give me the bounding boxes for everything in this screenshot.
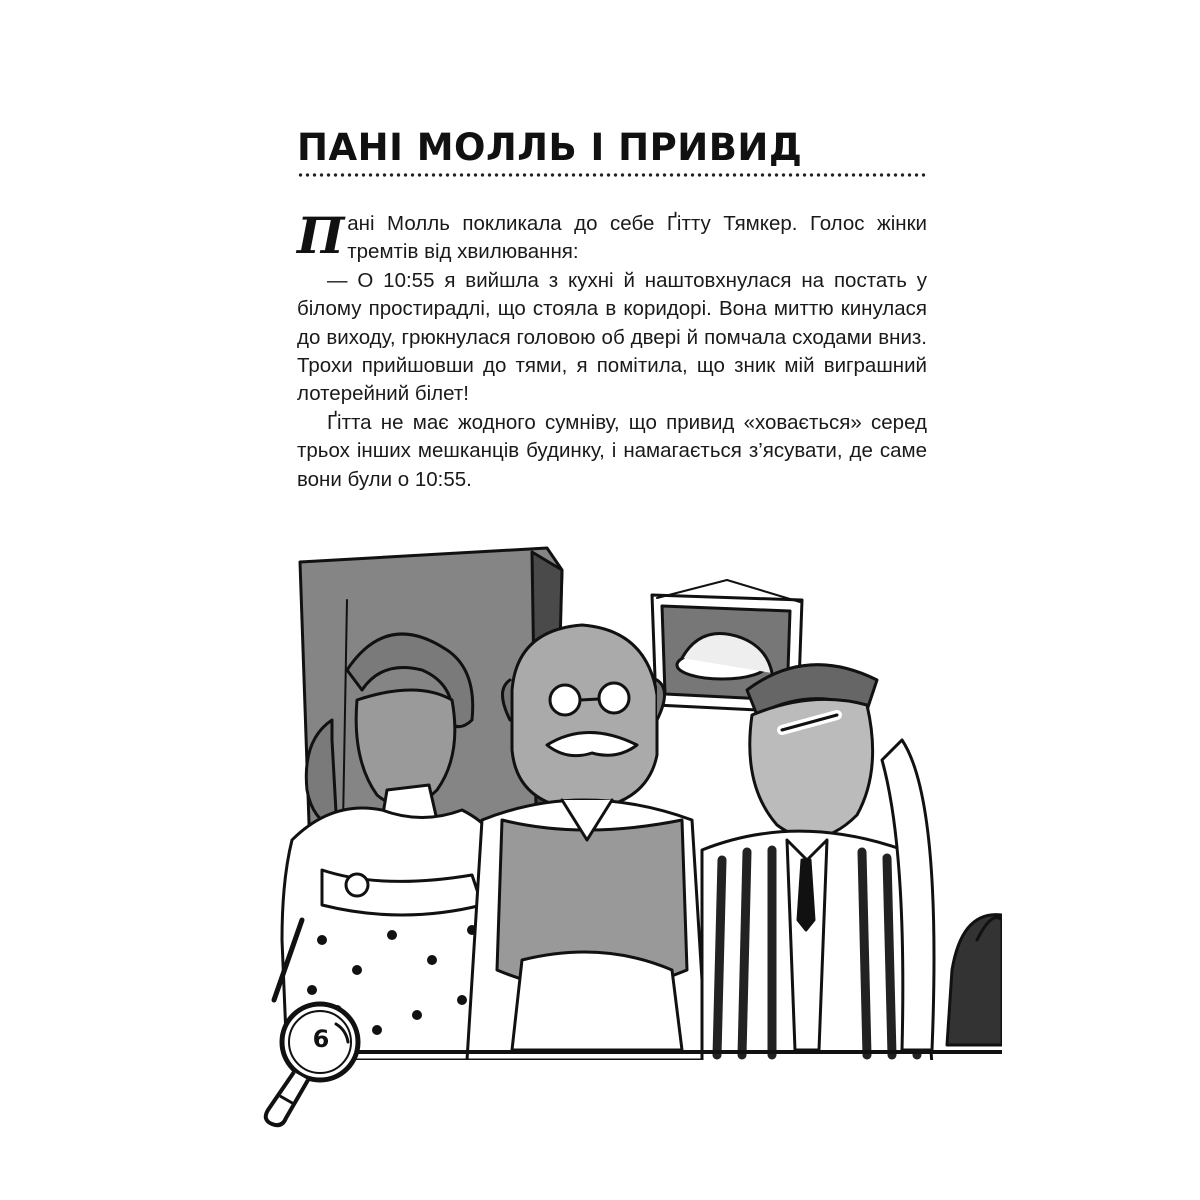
story-text: [297, 206, 927, 494]
illustration-three-suspects: [262, 540, 1002, 1060]
magnifying-glass-icon: [258, 1000, 378, 1130]
page-title: ПАНІ МОЛЛЬ І ПРИВИД: [297, 126, 803, 169]
paragraph-conclusion: Ґітта не має жодного сумніву, що привид «ховається» серед трьох інших мешканців будинку, і намагається з’ясувати, де саме вони були о 10:55.: [297, 410, 927, 491]
paragraph-quote: — О 10:55 я вийшла з кухні й наштовхнулася на постать у білому простирадлі, що стояла в коридорі. Вона миттю кинулася до виходу, грюкнулася головою об двері й помчала сходами вниз. Трохи прийшовши до тями, я помітила, що зник мій виграшний лотерейний білет!: [297, 268, 927, 406]
paragraph-intro: [297, 206, 927, 267]
striped-robe-man-figure: [702, 665, 934, 1060]
page-number: 6: [312, 1025, 330, 1053]
title-dotted-divider: [297, 172, 927, 178]
paragraph-intro-text: ані Молль покликала до себе Ґітту Тямкер. Голос жінки тремтів від хвилювання:: [347, 212, 927, 264]
armchair: [947, 915, 1002, 1045]
drop-cap: П: [297, 206, 345, 265]
